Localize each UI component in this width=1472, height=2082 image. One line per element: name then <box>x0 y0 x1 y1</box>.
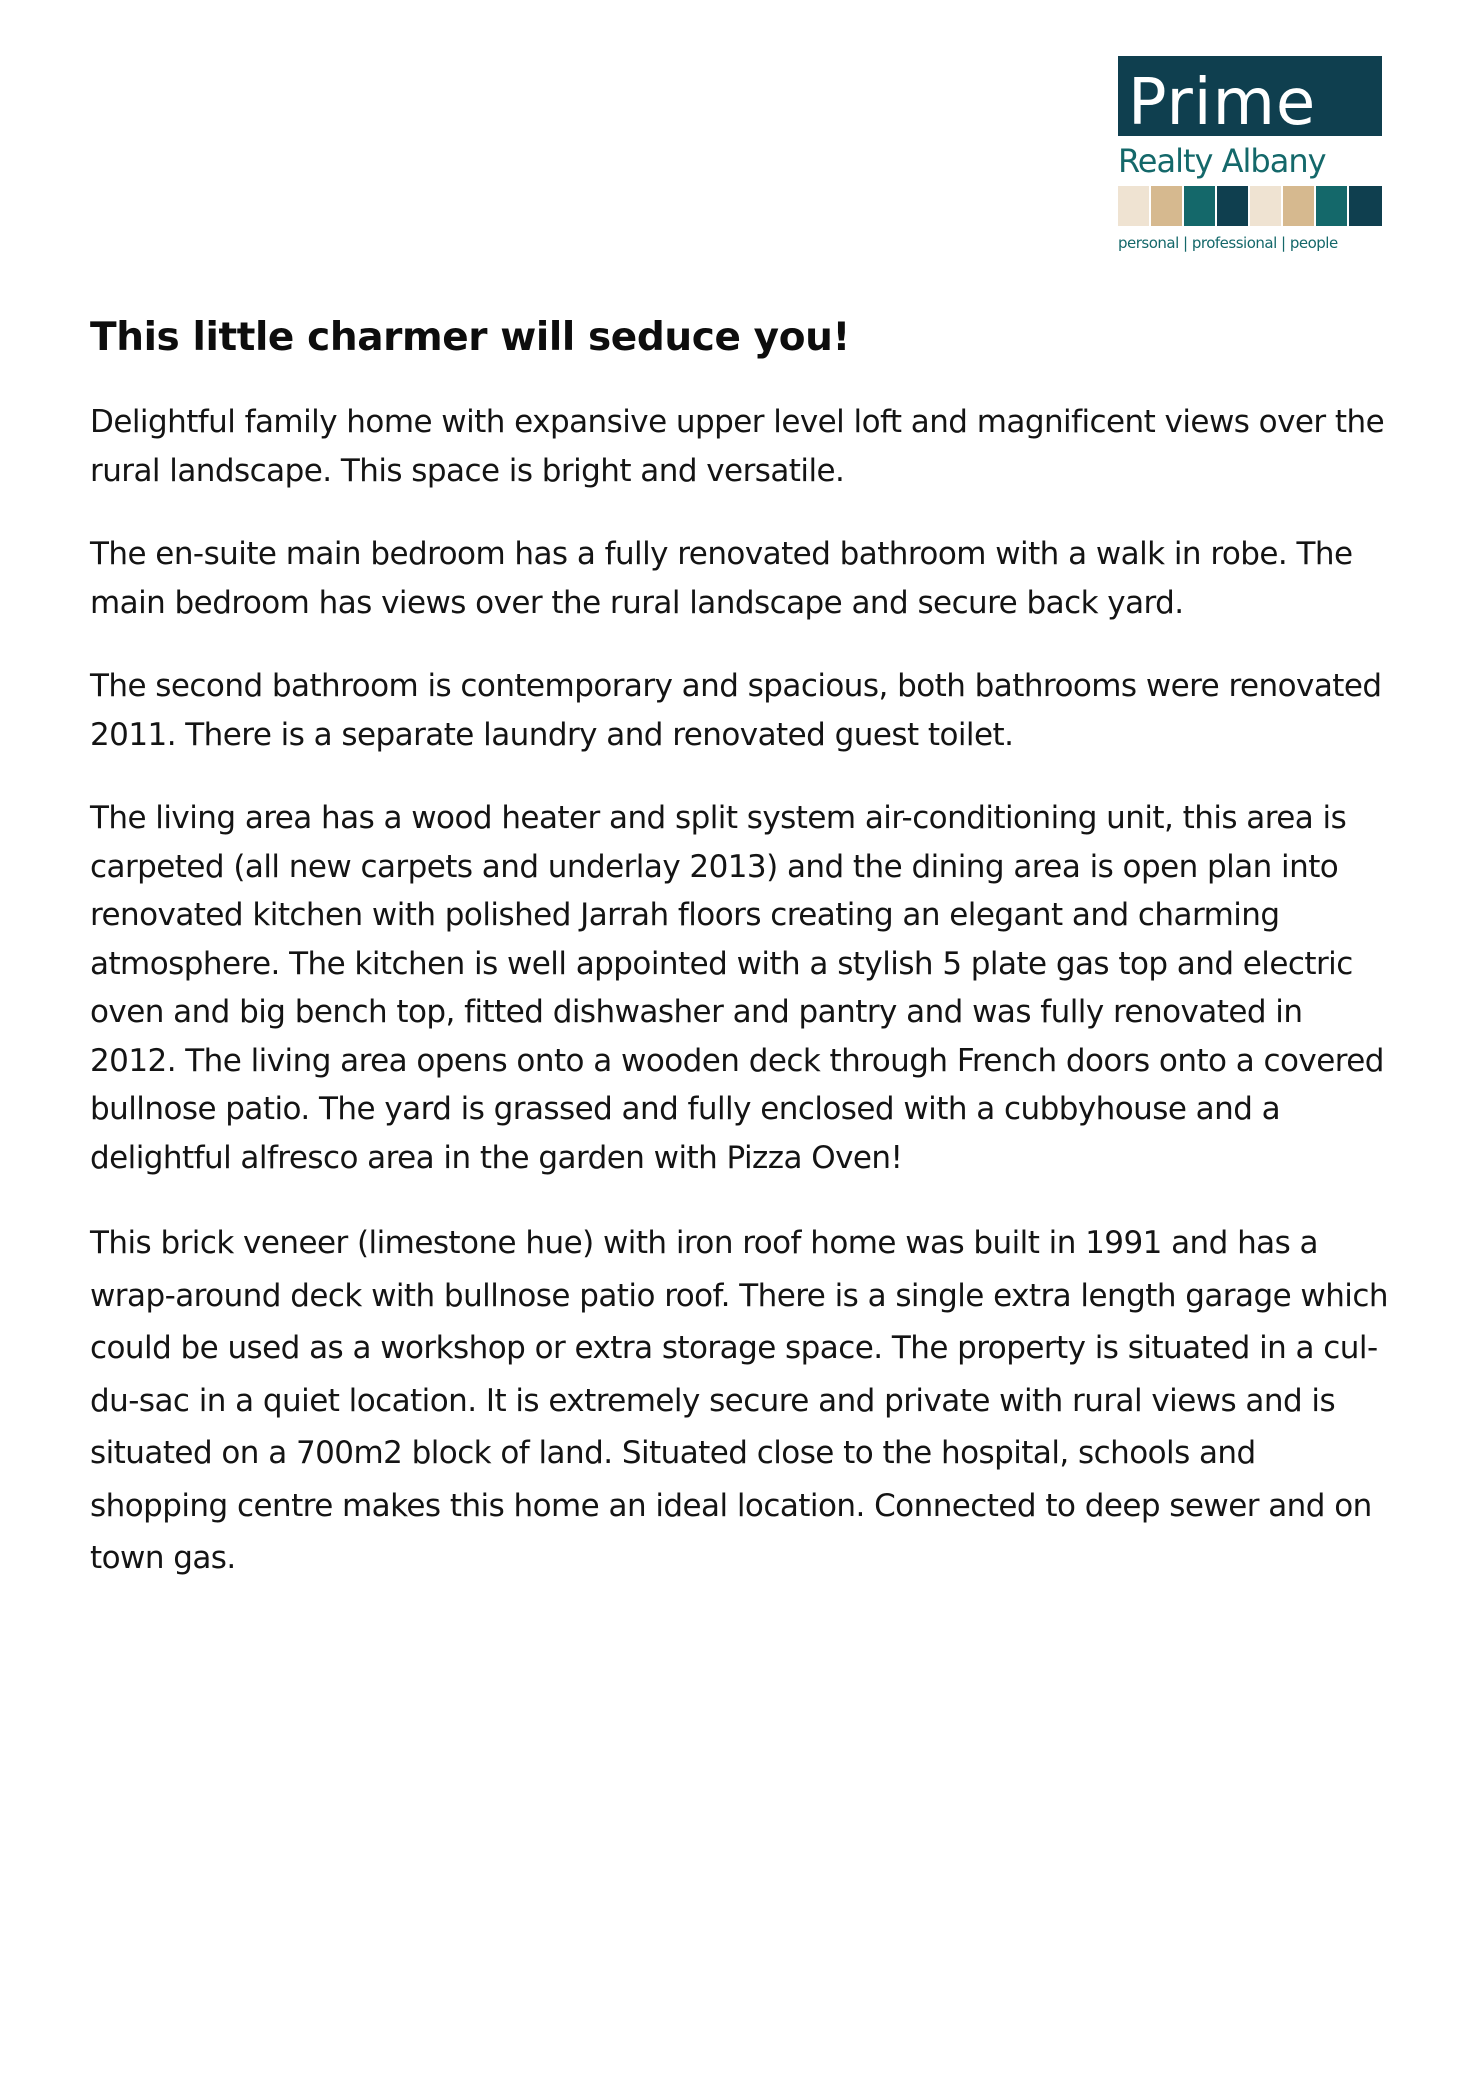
logo-tagline-text: personal | professional | people <box>1118 234 1338 252</box>
logo-color-tiles <box>1118 186 1382 226</box>
description-paragraph-loft: Delightful family home with expansive upper level loft and magnificent views over the rural landscape. This space is bright and versatile. <box>90 404 1385 489</box>
description-paragraph-main-bedroom: The en-suite main bedroom has a fully renovated bathroom with a walk in robe. The main bedroom has views over the rural landscape and secure back yard. <box>90 536 1353 621</box>
logo-brand-text: Prime <box>1128 66 1317 140</box>
listing-heading: This little charmer will seduce you! <box>90 315 850 360</box>
listing-description <box>90 312 1390 1585</box>
prime-realty-albany-logo <box>1118 56 1384 256</box>
logo-subbrand-text: Realty Albany <box>1118 142 1326 180</box>
description-paragraph-bathrooms: The second bathroom is contemporary and spacious, both bathrooms were renovated 2011. There is a separate laundry and renovated guest toilet. <box>90 668 1382 753</box>
description-paragraph-construction-location: This brick veneer (limestone hue) with iron roof home was built in 1991 and has a wrap-around deck with bullnose patio roof. There is a single extra length garage which could be used as a workshop or extra storage space. The property is situated in a cul-du-sac in a quiet location. It is extremely secure and private with rural views and is situated on a 700m2 block of land. Situated close to the hospital, schools and shopping centre makes this home an ideal location. Connected to deep sewer and on town gas. <box>90 1225 1388 1576</box>
description-paragraph-living-kitchen: The living area has a wood heater and split system air-conditioning unit, this area is carpeted (all new carpets and underlay 2013) and the dining area is open plan into renovated kitchen with polished Jarrah floors creating an elegant and charming atmosphere. The kitchen is well appointed with a stylish 5 plate gas top and electric oven and big bench top, fitted dishwasher and pantry and was fully renovated in 2012. The living area opens onto a wooden deck through French doors onto a covered bullnose patio. The yard is grassed and fully enclosed with a cubbyhouse and a delightful alfresco area in the garden with Pizza Oven! <box>90 800 1384 1176</box>
